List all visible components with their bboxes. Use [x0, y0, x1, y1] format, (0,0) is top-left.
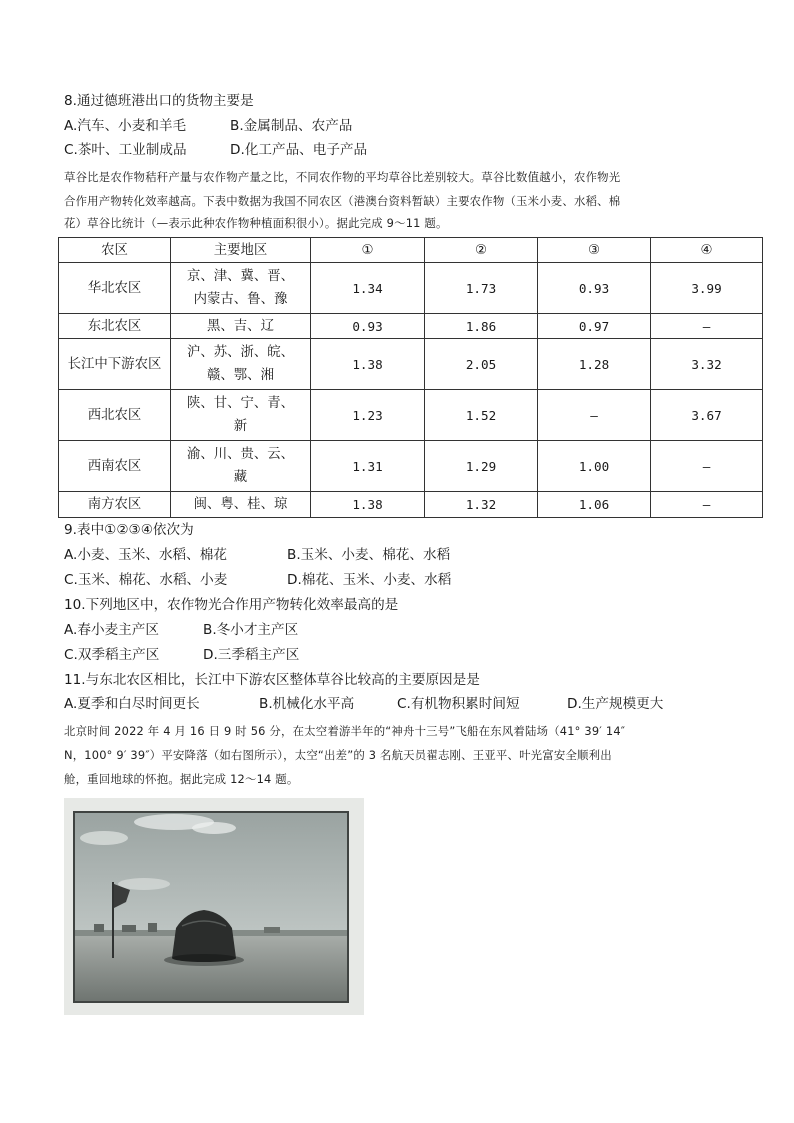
q8-option-b[interactable]: B.金属制品、农产品 [230, 118, 353, 134]
value-cell: 1.52 [425, 390, 538, 441]
table-row [59, 441, 763, 492]
value-cell: 1.32 [425, 492, 538, 518]
header-crop-4: ④ [651, 238, 763, 263]
value-cell: 1.31 [311, 441, 425, 492]
value-cell: — [538, 390, 651, 441]
header-areas: 主要地区 [171, 238, 311, 263]
straw-grain-ratio-table [58, 237, 763, 518]
areas-cell [171, 441, 311, 492]
value-cell: — [651, 314, 763, 339]
areas-line: 新 [233, 419, 248, 434]
return-capsule-photo-icon [64, 798, 364, 1015]
areas-line: 京、津、冀、晋、 [186, 269, 295, 284]
header-crop-1: ① [311, 238, 425, 263]
value-cell: — [651, 492, 763, 518]
q8-option-c[interactable]: C.茶叶、工业制成品 [64, 142, 187, 158]
areas-line: 陕、甘、宁、青、 [186, 396, 295, 411]
table-header-row [59, 238, 763, 263]
zone-cell: 华北农区 [59, 263, 171, 314]
capsule-landing-photo [64, 798, 364, 1015]
value-cell: 2.05 [425, 339, 538, 390]
table-row [59, 390, 763, 441]
q8-option-a[interactable]: A.汽车、小麦和羊毛 [64, 118, 187, 134]
value-cell: 1.00 [538, 441, 651, 492]
zone-cell: 东北农区 [59, 314, 171, 339]
areas-line: 沪、苏、浙、皖、 [186, 345, 295, 360]
value-cell: 1.23 [311, 390, 425, 441]
q11-stem: 11.与东北农区相比，长江中下游农区整体草谷比较高的主要原因是是 [64, 672, 480, 688]
value-cell: 3.99 [651, 263, 763, 314]
areas-line: 渝、川、贵、云、 [186, 447, 295, 462]
q9-option-d[interactable]: D.棉花、玉米、小麦、水稻 [287, 572, 452, 588]
value-cell: — [651, 441, 763, 492]
value-cell: 1.86 [425, 314, 538, 339]
q11-option-d[interactable]: D.生产规模更大 [567, 696, 664, 712]
areas-cell [171, 390, 311, 441]
intro1-line-1: 草谷比是农作物秸秆产量与农作物产量之比，不同农作物的平均草谷比差别较大。草谷比数值越小，农作物光 [64, 170, 621, 184]
value-cell: 0.93 [538, 263, 651, 314]
q10-option-b[interactable]: B.冬小才主产区 [203, 622, 299, 638]
q8-option-d[interactable]: D.化工产品、电子产品 [230, 142, 368, 158]
areas-line: 黑、吉、辽 [207, 318, 274, 334]
areas-cell [171, 314, 311, 339]
intro1-line-2: 合作用产物转化效率越高。下表中数据为我国不同农区（港澳台资料暂缺）主要农作物（玉米小麦、水稻、棉 [64, 194, 621, 208]
q9-stem: 9.表中①②③④依次为 [64, 522, 194, 538]
value-cell: 1.73 [425, 263, 538, 314]
q10-option-d[interactable]: D.三季稻主产区 [203, 647, 300, 663]
q11-option-a[interactable]: A.夏季和白尽时间更长 [64, 696, 200, 712]
q9-option-a[interactable]: A.小麦、玉米、水稻、棉花 [64, 547, 227, 563]
q10-stem: 10.下列地区中，农作物光合作用产物转化效率最高的是 [64, 597, 399, 613]
table-row [59, 339, 763, 390]
areas-cell [171, 492, 311, 518]
header-zone: 农区 [59, 238, 171, 263]
zone-cell: 西北农区 [59, 390, 171, 441]
value-cell: 1.34 [311, 263, 425, 314]
value-cell: 1.38 [311, 492, 425, 518]
q9-option-b[interactable]: B.玉米、小麦、棉花、水稻 [287, 547, 451, 563]
q11-option-c[interactable]: C.有机物积累时间短 [397, 696, 520, 712]
areas-cell [171, 263, 311, 314]
intro2-line-2: N，100° 9′ 39″）平安降落（如右图所示），太空“出差”的 3 名航天员翟志刚、王亚平、叶光富安全顺利出 [64, 748, 612, 762]
table-row [59, 492, 763, 518]
value-cell: 1.28 [538, 339, 651, 390]
table-row [59, 314, 763, 339]
zone-cell: 西南农区 [59, 441, 171, 492]
q9-option-c[interactable]: C.玉米、棉花、水稻、小麦 [64, 572, 228, 588]
value-cell: 3.67 [651, 390, 763, 441]
areas-line: 赣、鄂、湘 [207, 368, 274, 383]
q11-option-b[interactable]: B.机械化水平高 [259, 696, 355, 712]
value-cell: 1.29 [425, 441, 538, 492]
q10-option-a[interactable]: A.春小麦主产区 [64, 622, 159, 638]
zone-cell: 南方农区 [59, 492, 171, 518]
value-cell: 1.38 [311, 339, 425, 390]
q8-stem: 8.通过德班港出口的货物主要是 [64, 93, 254, 109]
value-cell: 0.93 [311, 314, 425, 339]
value-cell: 3.32 [651, 339, 763, 390]
zone-cell: 长江中下游农区 [59, 339, 171, 390]
areas-line: 藏 [233, 470, 248, 485]
areas-cell [171, 339, 311, 390]
intro2-line-1: 北京时间 2022 年 4 月 16 日 9 时 56 分，在太空着游半年的“神舟十三号”飞船在东风着陆场（41° 39′ 14″ [64, 724, 626, 738]
intro1-line-3: 花）草谷比统计（—表示此种农作物种植面积很小）。据此完成 9～11 题。 [64, 216, 448, 230]
value-cell: 1.06 [538, 492, 651, 518]
intro2-line-3: 舱，重回地球的怀抱。据此完成 12～14 题。 [64, 772, 299, 786]
table-row [59, 263, 763, 314]
q10-option-c[interactable]: C.双季稻主产区 [64, 647, 160, 663]
areas-line: 闽、粤、桂、琼 [193, 497, 288, 512]
areas-line: 内蒙古、鲁、豫 [193, 292, 288, 307]
value-cell: 0.97 [538, 314, 651, 339]
header-crop-2: ② [425, 238, 538, 263]
header-crop-3: ③ [538, 238, 651, 263]
